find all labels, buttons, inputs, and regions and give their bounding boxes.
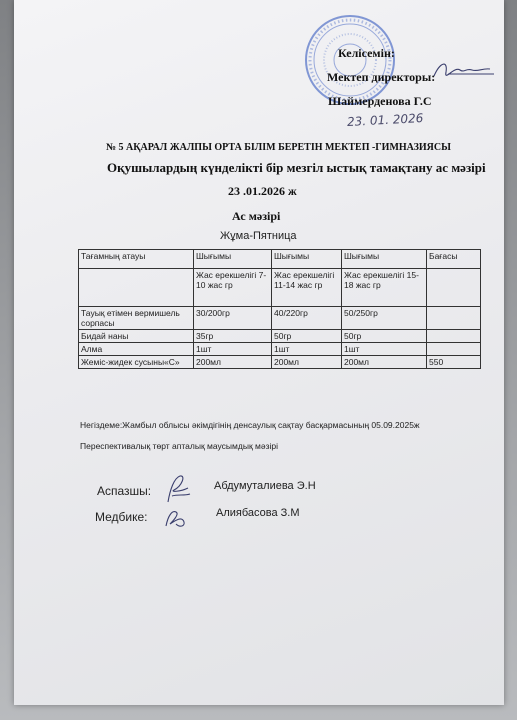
price-cell — [427, 343, 481, 356]
director-signature — [430, 56, 498, 86]
menu-table — [78, 249, 481, 369]
age-group-cell: Жас ерекшелігі 7-10 жас гр — [194, 269, 272, 307]
dish-name-cell: Тауық етімен вермишель сорпасы — [79, 307, 194, 330]
dish-name-cell: Бидай наны — [79, 330, 194, 343]
cook-label: Аспазшы: — [97, 484, 152, 498]
portion-cell: 1шт — [342, 343, 427, 356]
menu-title: Ас мәзірі — [232, 209, 281, 223]
table-row — [79, 356, 481, 369]
dish-name-cell: Алма — [79, 343, 194, 356]
table-header-row — [79, 250, 481, 269]
table-row — [79, 343, 481, 356]
portion-cell: 40/220гр — [272, 307, 342, 330]
portion-cell: 200мл — [272, 356, 342, 369]
empty-cell — [427, 269, 481, 307]
menu-date: 23 .01.2026 ж — [228, 184, 297, 198]
basis-text: Негіздеме:Жамбыл облысы әкімдігінің денсаулық сақтау басқармасының 05.09.2025ж — [80, 420, 420, 430]
handwritten-date: 23. 01. 2026 — [346, 111, 424, 129]
portion-cell: 200мл — [194, 356, 272, 369]
age-group-row — [79, 269, 481, 307]
price-cell — [427, 330, 481, 343]
cook-name: Абдумуталиева Э.Н — [214, 480, 316, 492]
portion-cell: 35гр — [194, 330, 272, 343]
age-group-cell: Жас ерекшелігі 11-14 жас гр — [272, 269, 342, 307]
portion-cell: 50гр — [342, 330, 427, 343]
age-group-cell: Жас ерекшелігі 15-18 жас гр — [342, 269, 427, 307]
price-cell — [427, 307, 481, 330]
table-row — [79, 330, 481, 343]
portion-cell: 50гр — [272, 330, 342, 343]
header-cell: Тағамның атауы — [79, 250, 194, 269]
school-name: № 5 АҚАРАЛ ЖАЛПЫ ОРТА БІЛІМ БЕРЕТІН МЕКТЕП -ГИМНАЗИЯСЫ — [106, 142, 451, 153]
approval-agree: Келісемін: — [338, 46, 395, 60]
cook-signature — [160, 472, 194, 506]
header-cell: Бағасы — [427, 250, 481, 269]
header-cell: Шығымы — [342, 250, 427, 269]
header-cell: Шығымы — [194, 250, 272, 269]
menu-heading: Оқушылардың күнделікті бір мезгіл ыстық тамақтану ас мәзірі — [107, 160, 486, 175]
day-of-week: Жұма-Пятница — [220, 230, 297, 242]
portion-cell: 1шт — [194, 343, 272, 356]
table-row — [79, 307, 481, 330]
perspective-menu-text: Переспективалық төрт апталық маусымдық мәзірі — [80, 441, 278, 451]
empty-cell — [79, 269, 194, 307]
nurse-name: Алиябасова З.М — [216, 507, 300, 519]
portion-cell: 200мл — [342, 356, 427, 369]
price-cell: 550 — [427, 356, 481, 369]
approval-director: Мектеп директоры: — [327, 70, 436, 84]
nurse-label: Медбике: — [95, 510, 148, 524]
portion-cell: 1шт — [272, 343, 342, 356]
nurse-signature — [160, 502, 190, 532]
dish-name-cell: Жеміс-жидек сусыны«С» — [79, 356, 194, 369]
approval-director-name: Шаймерденова Г.С — [328, 94, 432, 108]
header-cell: Шығымы — [272, 250, 342, 269]
portion-cell: 30/200гр — [194, 307, 272, 330]
portion-cell: 50/250гр — [342, 307, 427, 330]
